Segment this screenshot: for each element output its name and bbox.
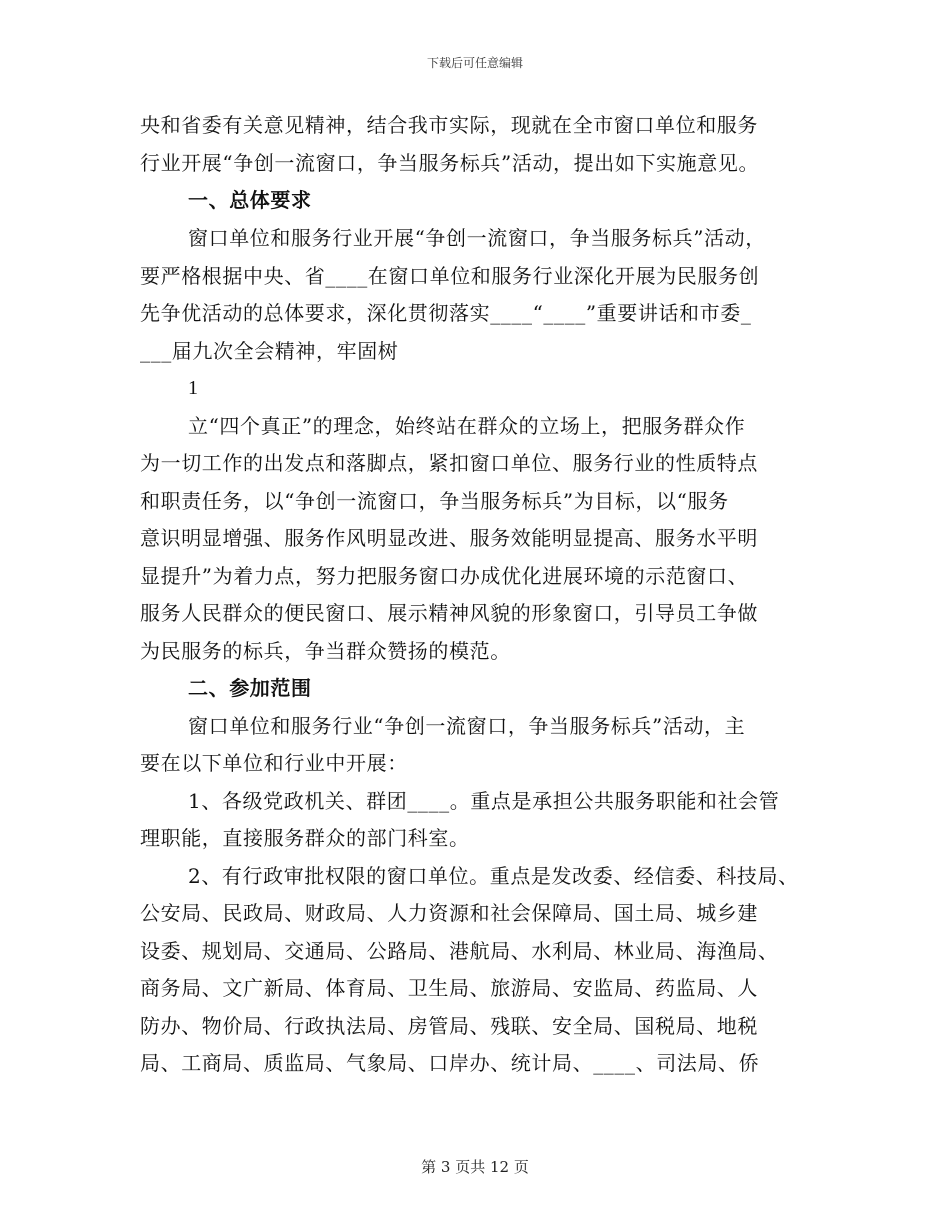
body-line: 行业开展“争创一流窗口，争当服务标兵”活动，提出如下实施意见。 [140, 151, 760, 175]
body-line: 服务人民群众的便民窗口、展示精神风貌的形象窗口，引导员工争做 [140, 601, 758, 625]
page-footer: 第 3 页共 12 页 [421, 1158, 529, 1176]
body-line: 为民服务的标兵，争当群众赞扬的模范。 [140, 639, 511, 663]
page-header: 下载后可任意编辑 [426, 56, 523, 70]
body-line: 窗口单位和服务行业开展“争创一流窗口，争当服务标兵”活动， [188, 226, 766, 250]
body-line: 要严格根据中央、省____在窗口单位和服务行业深化开展为民服务创 [140, 264, 760, 288]
body-line: ___届九次全会精神，牢固树 [140, 339, 399, 363]
body-line: 局、工商局、质监局、气象局、口岸办、统计局、____、司法局、侨 [140, 1051, 760, 1075]
list-item-line: 2、有行政审批权限的窗口单位。重点是发改委、经信委、科技局、 [188, 864, 799, 888]
body-line: 窗口单位和服务行业“争创一流窗口，争当服务标兵”活动，主 [188, 714, 746, 738]
section-heading: 一、总体要求 [188, 188, 312, 212]
body-line: 防办、物价局、行政执法局、房管局、残联、安全局、国税局、地税 [140, 1014, 758, 1038]
inline-page-number: 1 [188, 377, 199, 399]
body-line: 公安局、民政局、财政局、人力资源和社会保障局、国土局、城乡建 [140, 901, 758, 925]
body-line: 要在以下单位和行业中开展： [140, 751, 408, 775]
body-line: 显提升”为着力点，努力把服务窗口办成优化进展环境的示范窗口、 [140, 564, 749, 588]
body-line: 先争优活动的总体要求，深化贯彻落实____“____”重要讲话和市委_ [140, 301, 752, 325]
body-line: 立“四个真正”的理念，始终站在群众的立场上，把服务群众作 [188, 414, 746, 438]
list-item-line: 1、各级党政机关、群团____。重点是承担公共服务职能和社会管 [188, 789, 780, 813]
body-line: 为一切工作的出发点和落脚点，紧扣窗口单位、服务行业的性质特点 [140, 451, 758, 475]
body-line: 和职责任务，以“争创一流窗口，争当服务标兵”为目标，以“服务 [140, 489, 729, 513]
body-line: 设委、规划局、交通局、公路局、港航局、水利局、林业局、海渔局、 [140, 939, 779, 963]
section-heading: 二、参加范围 [188, 676, 312, 700]
body-line: 理职能，直接服务群众的部门科室。 [140, 826, 470, 850]
body-line: 央和省委有关意见精神，结合我市实际，现就在全市窗口单位和服务 [140, 113, 758, 137]
body-line: 意识明显增强、服务作风明显改进、服务效能明显提高、服务水平明 [140, 526, 758, 550]
body-line: 商务局、文广新局、体育局、卫生局、旅游局、安监局、药监局、人 [140, 976, 758, 1000]
